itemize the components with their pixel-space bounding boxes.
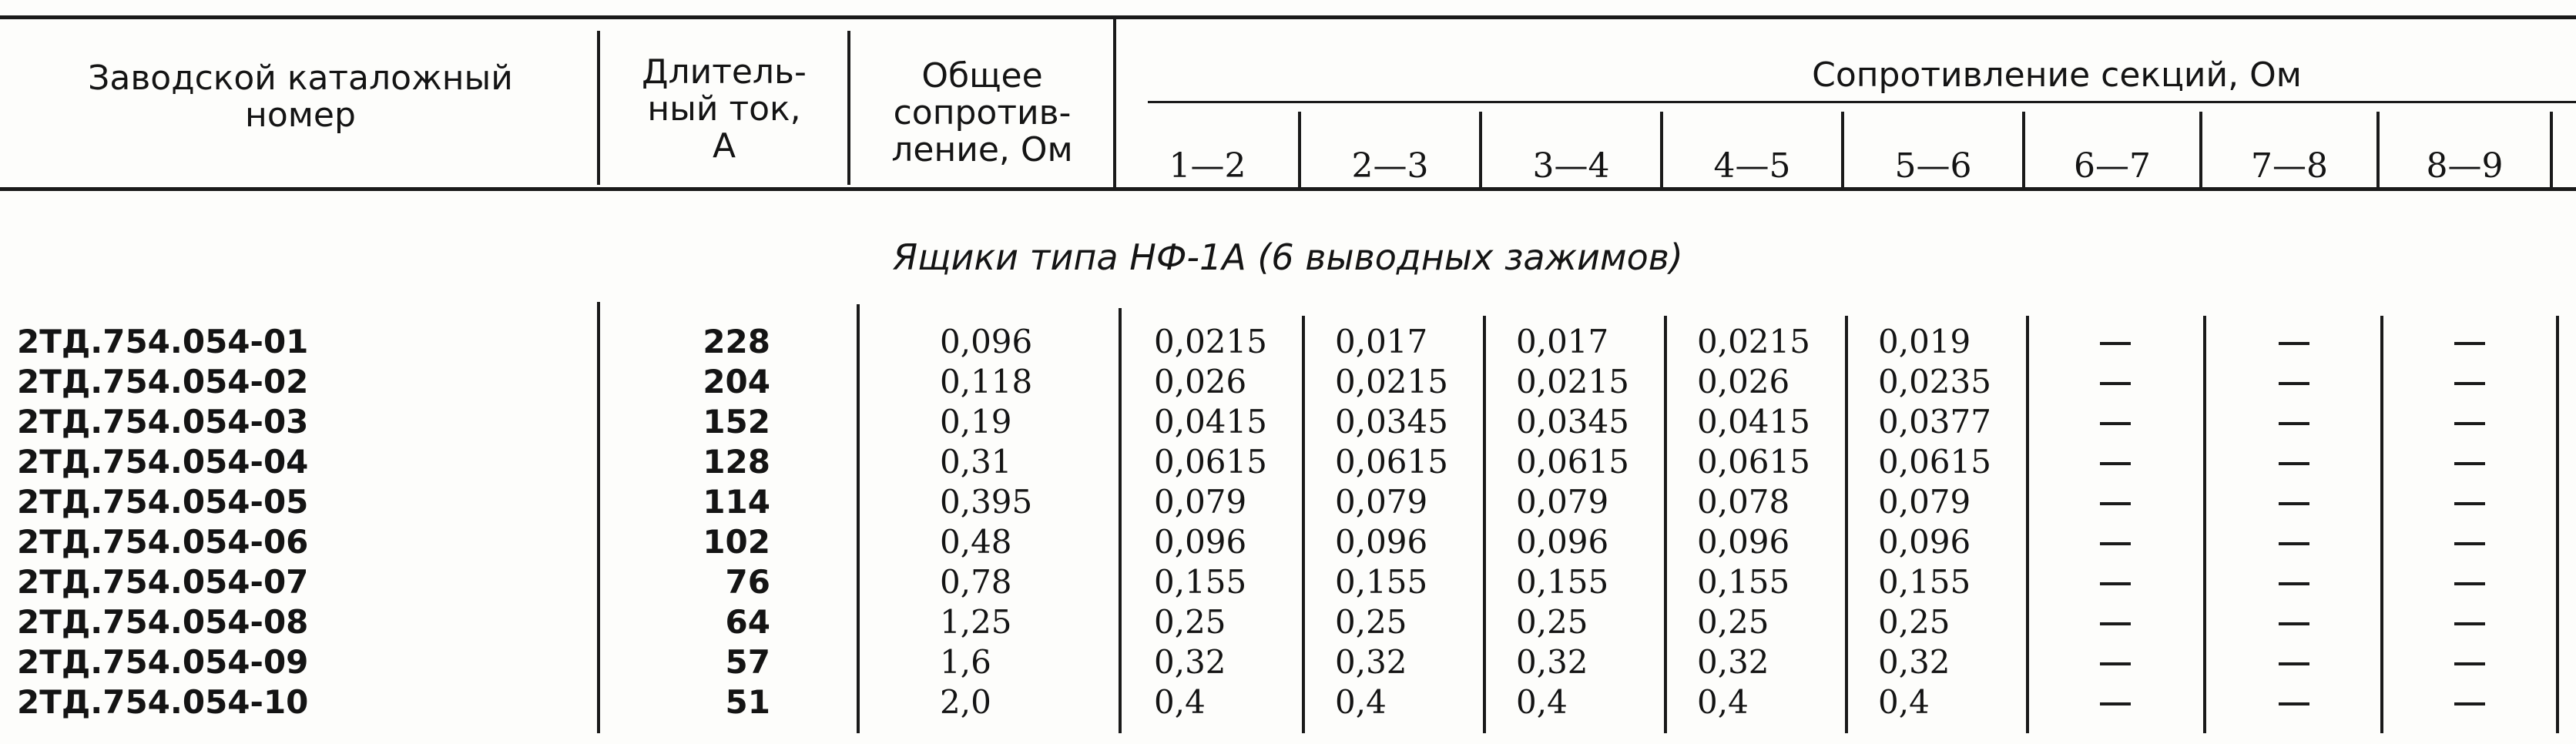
- section-value: 0,25: [1516, 603, 1588, 641]
- empty-dash: [2444, 362, 2490, 402]
- body-divider: [1302, 316, 1305, 733]
- section-value: 0,25: [1697, 603, 1769, 641]
- current-value: 76: [725, 563, 770, 601]
- header-divider: [2550, 112, 2553, 187]
- section-value: 0,0345: [1335, 403, 1448, 441]
- header-divider: [597, 31, 600, 185]
- section-value: 0,4: [1335, 683, 1387, 721]
- empty-dash: [2089, 522, 2135, 562]
- section-value: 0,32: [1697, 643, 1769, 681]
- section-value: 0,32: [1878, 643, 1950, 681]
- total-resistance: 1,6: [940, 643, 991, 681]
- section-value: 0,079: [1516, 483, 1609, 521]
- current-value: 152: [703, 403, 770, 441]
- header-current-line3: А: [712, 126, 736, 166]
- col-section-6-7: [2089, 322, 2135, 722]
- empty-dash: [2444, 522, 2490, 562]
- current-value: 114: [703, 483, 770, 521]
- total-resistance: 1,25: [940, 603, 1012, 641]
- section-value: 0,026: [1697, 363, 1790, 400]
- body-divider: [1664, 316, 1667, 733]
- empty-dash: [2089, 642, 2135, 682]
- total-resistance: 0,31: [940, 443, 1012, 481]
- catalog-number: 2ТД.754.054-07: [17, 563, 309, 601]
- empty-dash: [2268, 402, 2314, 442]
- body-divider: [2026, 316, 2029, 733]
- section-value: 0,155: [1154, 563, 1247, 601]
- section-value: 0,0345: [1516, 403, 1629, 441]
- col-section-5-6: [1878, 322, 1991, 722]
- catalog-number: 2ТД.754.054-04: [17, 443, 309, 481]
- header-total: [851, 58, 1113, 169]
- top-rule: [0, 15, 2576, 19]
- empty-dash: [2268, 562, 2314, 602]
- section-value: 0,096: [1335, 523, 1428, 561]
- empty-dash: [2089, 442, 2135, 482]
- col-section-2-3: [1335, 322, 1448, 722]
- empty-dash: [2089, 482, 2135, 522]
- header-total-line3: ление, Ом: [891, 130, 1073, 169]
- col-section-1-2: [1154, 322, 1267, 722]
- header-catalog-line2: номер: [245, 96, 356, 135]
- col-catalog-number: [17, 322, 308, 722]
- section-value: 0,0235: [1878, 363, 1991, 400]
- section-value: 0,32: [1154, 643, 1226, 681]
- header-section-3-4: 3—4: [1532, 146, 1610, 186]
- body-divider: [1483, 316, 1486, 733]
- header-total-line2: сопротив-: [893, 93, 1072, 132]
- body-divider: [1845, 316, 1848, 733]
- total-resistance: 0,19: [940, 403, 1012, 441]
- section-value: 0,155: [1697, 563, 1790, 601]
- catalog-number: 2ТД.754.054-01: [17, 323, 309, 360]
- section-value: 0,096: [1154, 523, 1247, 561]
- current-value: 204: [703, 363, 770, 400]
- empty-dash: [2444, 402, 2490, 442]
- col-total-resistance: [940, 322, 1032, 722]
- col-section-8-9: [2444, 322, 2490, 722]
- empty-dash: [2268, 322, 2314, 362]
- section-value: 0,079: [1878, 483, 1971, 521]
- current-value: 51: [725, 683, 770, 721]
- section-value: 0,0615: [1878, 443, 1991, 481]
- group-title: Ящики типа НФ-1А (6 выводных зажимов): [893, 236, 1683, 278]
- header-section-5-6: 5—6: [1894, 146, 1972, 186]
- empty-dash: [2268, 442, 2314, 482]
- section-value: 0,078: [1697, 483, 1790, 521]
- catalog-number: 2ТД.754.054-10: [17, 683, 309, 721]
- section-value: 0,4: [1697, 683, 1749, 721]
- empty-dash: [2444, 442, 2490, 482]
- section-value: 0,0615: [1154, 443, 1267, 481]
- body-divider: [2203, 316, 2206, 733]
- body-divider: [2556, 316, 2559, 733]
- section-value: 0,25: [1335, 603, 1407, 641]
- section-value: 0,0215: [1697, 323, 1810, 360]
- section-value: 0,017: [1516, 323, 1609, 360]
- catalog-number: 2ТД.754.054-02: [17, 363, 309, 400]
- empty-dash: [2444, 682, 2490, 722]
- col-section-7-8: [2268, 322, 2314, 722]
- section-value: 0,4: [1154, 683, 1206, 721]
- empty-dash: [2268, 362, 2314, 402]
- catalog-number: 2ТД.754.054-09: [17, 643, 309, 681]
- header-catalog-line1: Заводской каталожный: [88, 59, 513, 98]
- total-resistance: 0,096: [940, 323, 1033, 360]
- header-sections-title: Сопротивление секций, Ом: [1812, 55, 2302, 95]
- section-value: 0,0215: [1516, 363, 1629, 400]
- section-value: 0,0415: [1154, 403, 1267, 441]
- current-value: 102: [703, 523, 770, 561]
- empty-dash: [2089, 402, 2135, 442]
- catalog-number: 2ТД.754.054-03: [17, 403, 309, 441]
- catalog-number: 2ТД.754.054-08: [17, 603, 309, 641]
- section-value: 0,4: [1878, 683, 1930, 721]
- section-value: 0,0215: [1335, 363, 1448, 400]
- section-value: 0,096: [1697, 523, 1790, 561]
- sections-rule: [1148, 101, 2576, 103]
- section-value: 0,0615: [1335, 443, 1448, 481]
- section-value: 0,096: [1878, 523, 1971, 561]
- total-resistance: 0,118: [940, 363, 1033, 400]
- total-resistance: 2,0: [940, 683, 991, 721]
- header-current-line1: Длитель-: [642, 52, 807, 92]
- header-section-8-9: 8—9: [2426, 146, 2504, 186]
- header-section-4-5: 4—5: [1713, 146, 1791, 186]
- empty-dash: [2444, 642, 2490, 682]
- current-value: 228: [703, 323, 770, 360]
- current-value: 64: [725, 603, 770, 641]
- section-value: 0,026: [1154, 363, 1247, 400]
- empty-dash: [2089, 362, 2135, 402]
- section-value: 0,0615: [1697, 443, 1810, 481]
- header-current-line2: ный ток,: [647, 89, 801, 129]
- header-total-line1: Общее: [921, 56, 1043, 96]
- section-value: 0,0377: [1878, 403, 1991, 441]
- section-value: 0,32: [1516, 643, 1588, 681]
- empty-dash: [2268, 642, 2314, 682]
- total-resistance: 0,395: [940, 483, 1033, 521]
- header-divider: [1113, 19, 1116, 187]
- section-value: 0,0215: [1154, 323, 1267, 360]
- empty-dash: [2444, 562, 2490, 602]
- col-section-4-5: [1697, 322, 1810, 722]
- section-value: 0,0615: [1516, 443, 1629, 481]
- header-divider: [847, 31, 850, 185]
- empty-dash: [2444, 602, 2490, 642]
- section-value: 0,32: [1335, 643, 1407, 681]
- empty-dash: [2444, 322, 2490, 362]
- section-value: 0,155: [1335, 563, 1428, 601]
- section-value: 0,4: [1516, 683, 1568, 721]
- section-value: 0,017: [1335, 323, 1428, 360]
- body-divider: [597, 302, 600, 733]
- header-section-1-2: 1—2: [1169, 146, 1246, 186]
- section-value: 0,019: [1878, 323, 1971, 360]
- empty-dash: [2268, 482, 2314, 522]
- section-value: 0,25: [1878, 603, 1950, 641]
- section-value: 0,079: [1335, 483, 1428, 521]
- current-value: 57: [725, 643, 770, 681]
- section-value: 0,079: [1154, 483, 1247, 521]
- total-resistance: 0,78: [940, 563, 1012, 601]
- header-catalog: [23, 60, 578, 134]
- section-value: 0,155: [1516, 563, 1609, 601]
- empty-dash: [2089, 682, 2135, 722]
- section-value: 0,096: [1516, 523, 1609, 561]
- section-value: 0,0415: [1697, 403, 1810, 441]
- empty-dash: [2089, 562, 2135, 602]
- col-section-3-4: [1516, 322, 1629, 722]
- col-current: [662, 322, 770, 722]
- empty-dash: [2268, 602, 2314, 642]
- catalog-number: 2ТД.754.054-06: [17, 523, 309, 561]
- section-value: 0,155: [1878, 563, 1971, 601]
- header-section-7-8: 7—8: [2251, 146, 2328, 186]
- current-value: 128: [703, 443, 770, 481]
- empty-dash: [2444, 482, 2490, 522]
- section-value: 0,25: [1154, 603, 1226, 641]
- header-section-2-3: 2—3: [1351, 146, 1429, 186]
- header-section-6-7: 6—7: [2074, 146, 2151, 186]
- empty-dash: [2089, 322, 2135, 362]
- body-divider: [857, 304, 860, 733]
- header-current: [609, 54, 840, 165]
- empty-dash: [2089, 602, 2135, 642]
- catalog-number: 2ТД.754.054-05: [17, 483, 309, 521]
- total-resistance: 0,48: [940, 523, 1012, 561]
- body-divider: [2380, 316, 2383, 733]
- empty-dash: [2268, 682, 2314, 722]
- empty-dash: [2268, 522, 2314, 562]
- body-divider: [1119, 308, 1122, 733]
- header-bottom-rule: [0, 187, 2576, 191]
